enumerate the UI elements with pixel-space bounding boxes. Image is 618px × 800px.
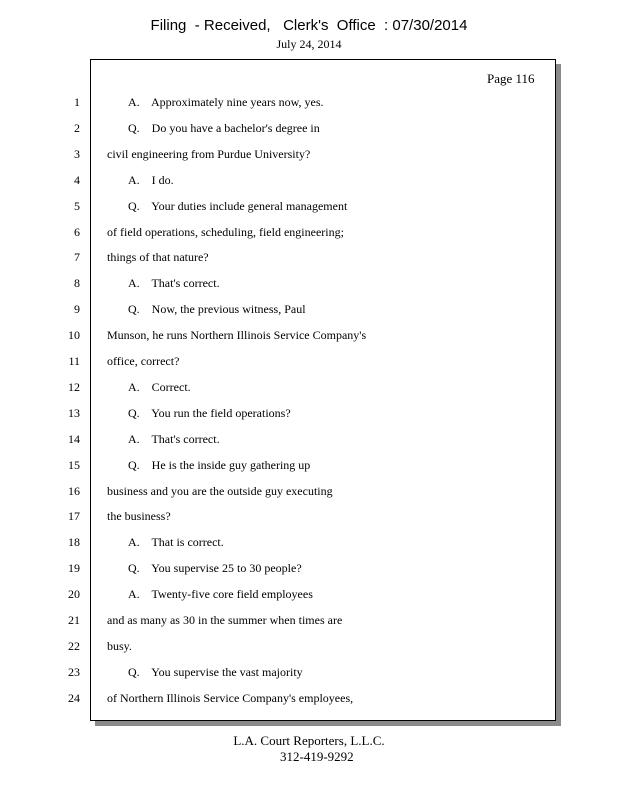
line-number: 20 xyxy=(68,587,80,601)
line-number: 11 xyxy=(68,354,80,368)
transcript-line: and as many as 30 in the summer when times are xyxy=(107,613,343,627)
line-number: 7 xyxy=(74,250,80,264)
transcript-line: things of that nature? xyxy=(107,250,209,264)
transcript-line: Q. Do you have a bachelor's degree in xyxy=(128,121,320,135)
page-number: Page 116 xyxy=(487,71,535,86)
line-number: 14 xyxy=(68,432,80,446)
transcript-line: A. Correct. xyxy=(128,380,191,394)
line-number: 22 xyxy=(68,639,80,653)
line-number: 24 xyxy=(68,691,80,705)
line-number: 16 xyxy=(68,484,80,498)
line-number: 12 xyxy=(68,380,80,394)
transcript-line: A. I do. xyxy=(128,173,174,187)
transcript-line: Q. You supervise the vast majority xyxy=(128,665,303,679)
line-number: 23 xyxy=(68,665,80,679)
transcript-line: office, correct? xyxy=(107,354,180,368)
line-number: 2 xyxy=(74,121,80,135)
filing-stamp: Filing - Received, Clerk's Office : 07/30/2014 xyxy=(150,17,468,34)
transcript-line: business and you are the outside guy executing xyxy=(107,484,333,498)
line-number: 21 xyxy=(68,613,80,627)
footer-phone: 312-419-9292 xyxy=(280,749,354,764)
line-number: 10 xyxy=(68,328,80,342)
transcript-line: A. That is correct. xyxy=(128,535,224,549)
transcript-line: A. Approximately nine years now, yes. xyxy=(128,95,324,109)
transcript-line: Munson, he runs Northern Illinois Service Company's xyxy=(107,328,367,342)
transcript-line: of field operations, scheduling, field engineering; xyxy=(107,225,344,239)
transcript-line: Q. You supervise 25 to 30 people? xyxy=(128,561,302,575)
line-number: 8 xyxy=(74,276,80,290)
line-number: 4 xyxy=(74,173,80,187)
line-number: 17 xyxy=(68,509,80,523)
transcript-line: of Northern Illinois Service Company's employees, xyxy=(107,691,354,705)
transcript-line: Q. Now, the previous witness, Paul xyxy=(128,302,306,316)
transcript-line: Q. Your duties include general management xyxy=(128,199,348,213)
footer-company: L.A. Court Reporters, L.L.C. xyxy=(233,733,385,748)
transcript-line: Q. You run the field operations? xyxy=(128,406,291,420)
line-number: 3 xyxy=(74,147,80,161)
transcript-line: A. That's correct. xyxy=(128,432,220,446)
line-number: 9 xyxy=(74,302,80,316)
transcript-line: A. Twenty-five core field employees xyxy=(128,587,313,601)
line-number: 19 xyxy=(68,561,80,575)
line-number: 15 xyxy=(68,458,80,472)
line-number: 1 xyxy=(74,95,80,109)
transcript-line: Q. He is the inside guy gathering up xyxy=(128,458,311,472)
line-number: 6 xyxy=(74,225,80,239)
line-number: 5 xyxy=(74,199,80,213)
line-number: 13 xyxy=(68,406,80,420)
transcript-line: the business? xyxy=(107,509,171,523)
line-number: 18 xyxy=(68,535,80,549)
transcript-date: July 24, 2014 xyxy=(276,37,342,51)
transcript-line: civil engineering from Purdue University? xyxy=(107,147,311,161)
transcript-line: A. That's correct. xyxy=(128,276,220,290)
transcript-line: busy. xyxy=(107,639,132,653)
